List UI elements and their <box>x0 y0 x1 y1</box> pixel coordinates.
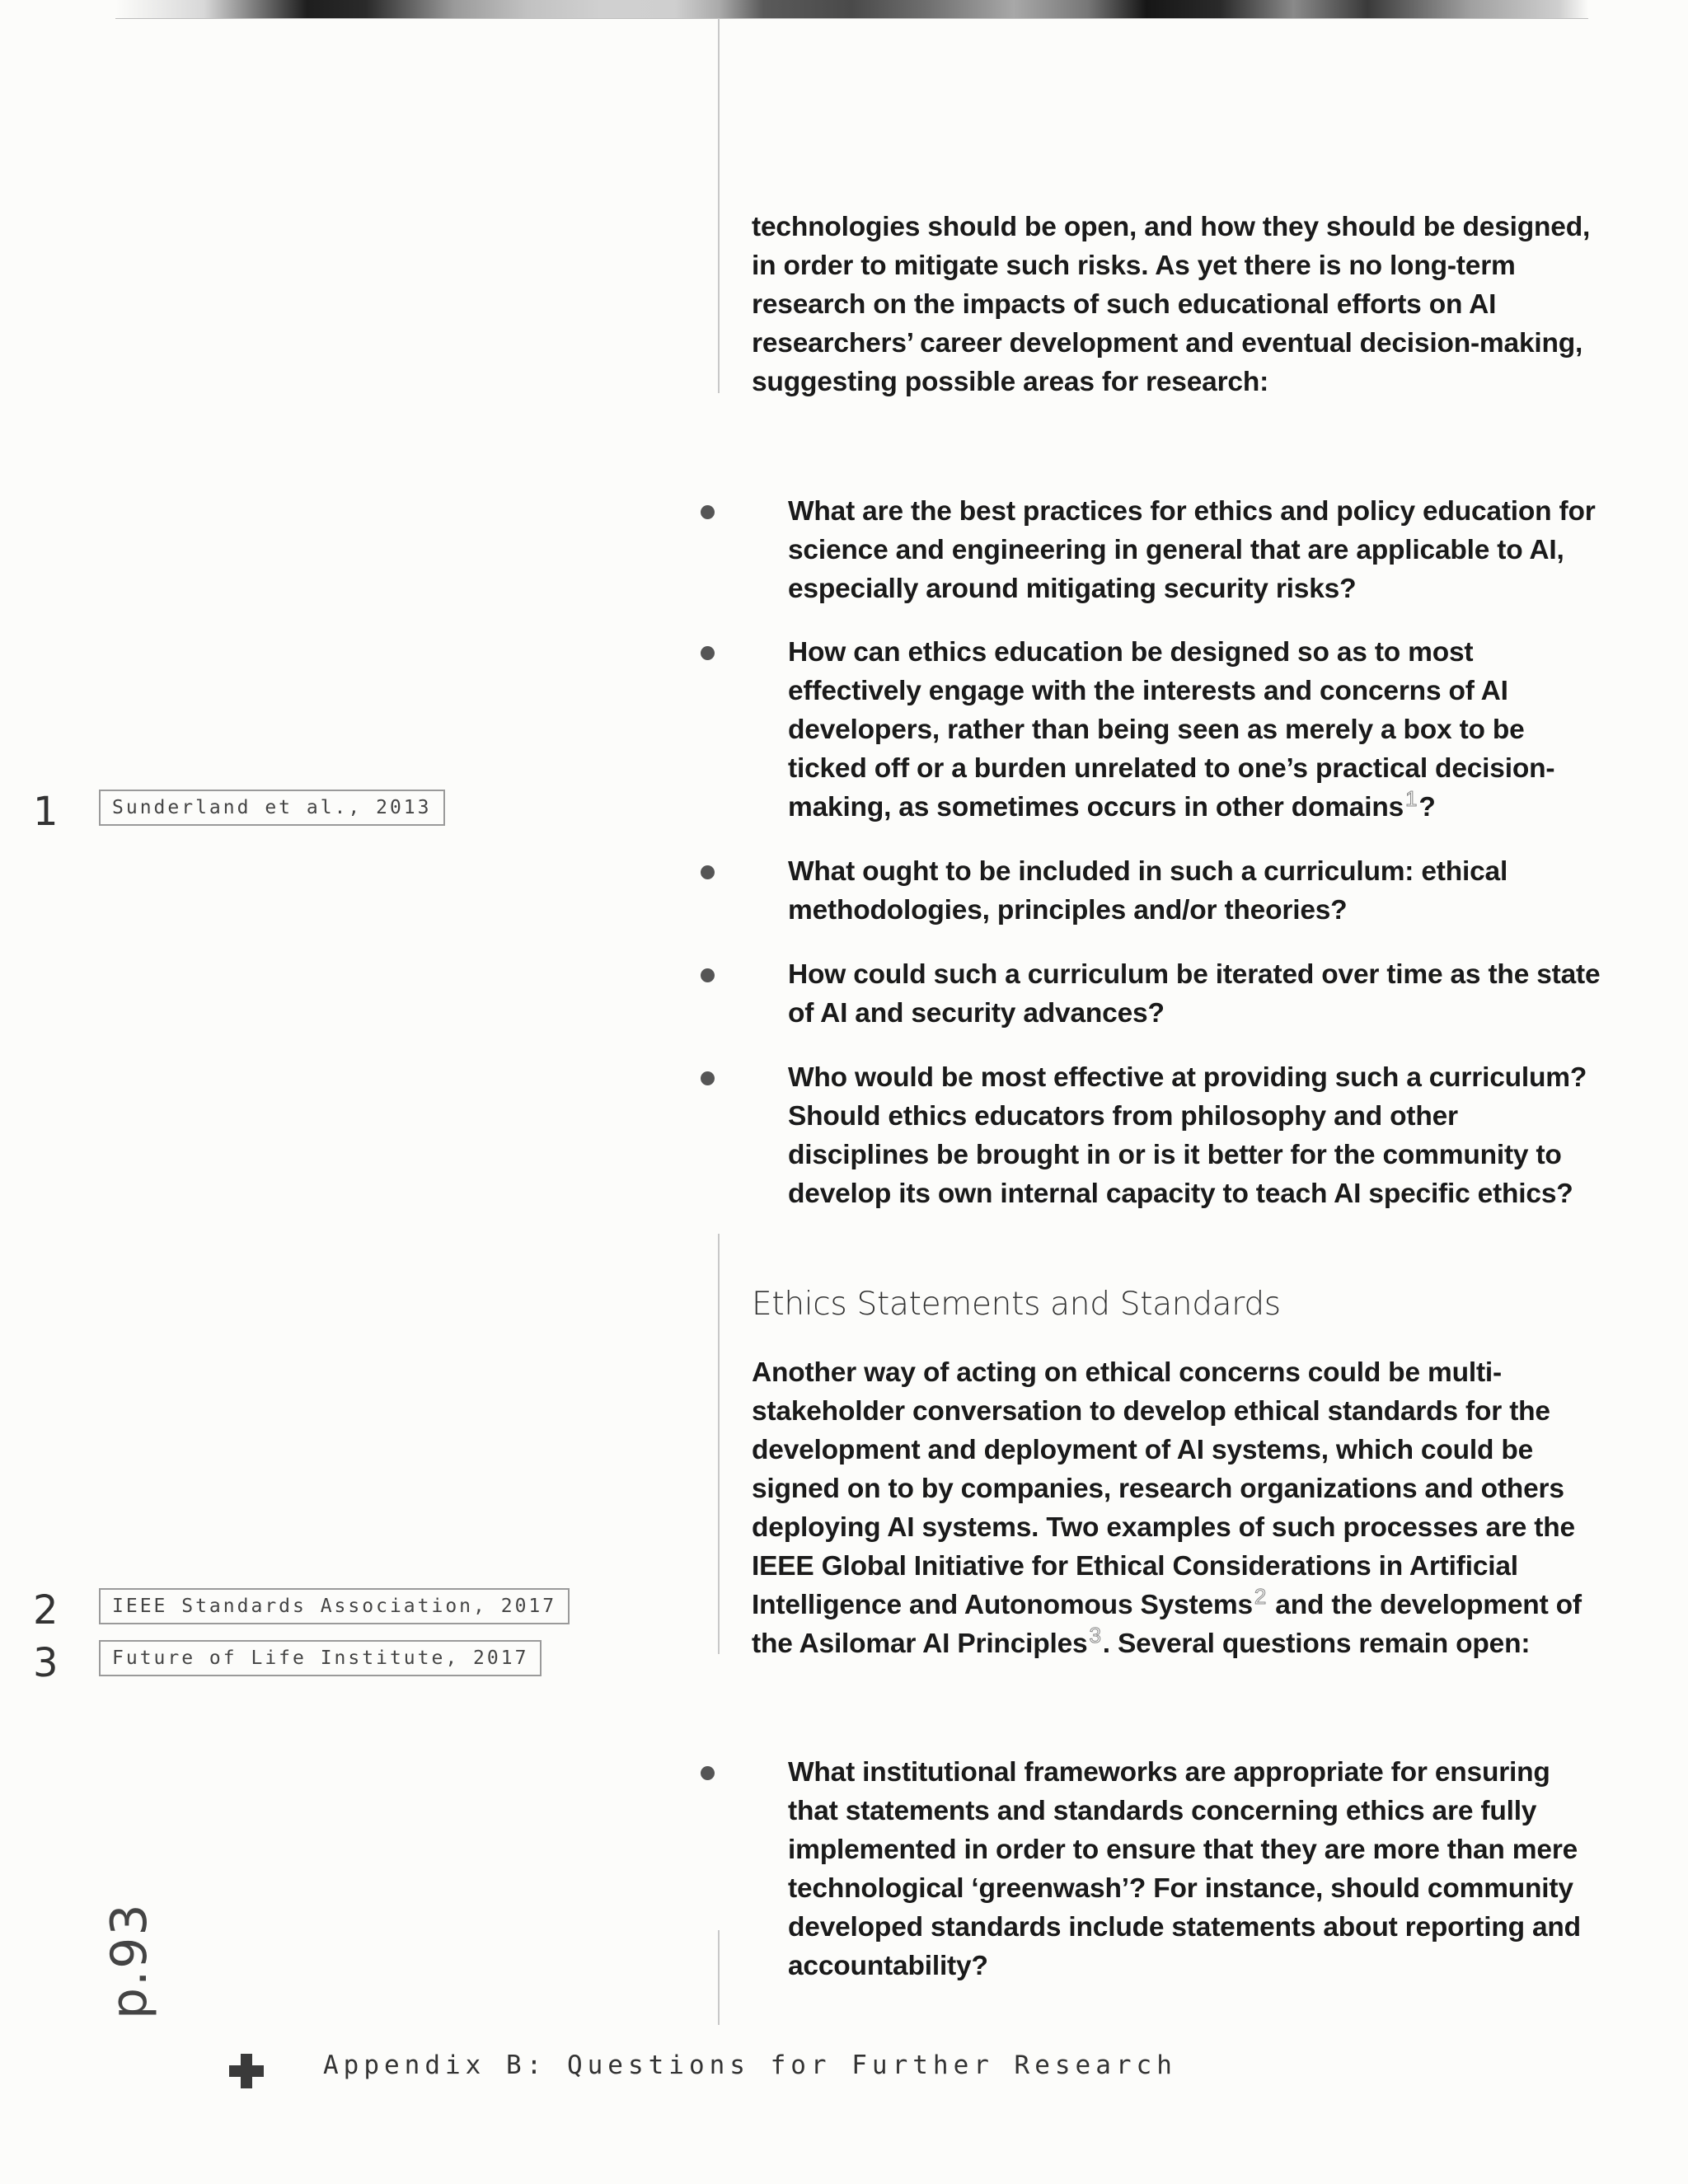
list-item <box>788 1753 1601 1985</box>
top-rule <box>115 18 1588 19</box>
footnote-marker: 3 <box>1089 1622 1101 1647</box>
bullet-dot-icon <box>701 968 715 982</box>
top-gradient-bar <box>115 0 1588 19</box>
footer-title: Appendix B: Questions for Further Research <box>323 2050 1177 2080</box>
footnote-number: 1 <box>33 789 59 835</box>
list-item-text-end: ? <box>1418 792 1436 823</box>
footnote-marker: 1 <box>1405 785 1418 811</box>
footnote-citation: Sunderland et al., 2013 <box>99 790 445 826</box>
bullet-dot-icon <box>701 865 715 879</box>
bullet-dot-icon <box>701 646 715 660</box>
paragraph-text: Another way of acting on ethical concerns could be multi-stakeholder conversation to develop ethical standards for the development and deployment of AI systems, which could be signed on to by companies, research organizations and others deploying AI systems. Two examples of such processes are the IEEE Global Initiative for Ethical Considerations in Artificial Intelligence and Autonomous Systems <box>752 1357 1575 1620</box>
footnote-citation: IEEE Standards Association, 2017 <box>99 1588 570 1624</box>
list-item-text: What ought to be included in such a curriculum: ethical methodologies, principles and/or theories? <box>788 856 1508 926</box>
paragraph-text: . Several questions remain open: <box>1102 1629 1531 1659</box>
list-item-text: How could such a curriculum be iterated over time as the state of AI and security advances? <box>788 959 1601 1029</box>
list-item <box>788 492 1601 608</box>
list-item <box>788 1058 1601 1213</box>
list-item <box>788 633 1601 827</box>
intro-paragraph: technologies should be open, and how they should be designed, in order to mitigate such risks. As yet there is no long-term research on the impacts of such educational efforts on AI researchers’ career development and eventual decision-making, suggesting possible areas for research: <box>752 212 1591 397</box>
page-number: p.93 <box>101 1902 158 2019</box>
column-rule-bottom <box>718 1930 720 2025</box>
list-item-text: Who would be most effective at providing such a curriculum? Should ethics educators from philosophy and other disciplines be brought in or is it better for the community to develop its own internal capacity to teach AI specific ethics? <box>788 1062 1587 1209</box>
footnote-marker: 2 <box>1254 1583 1267 1609</box>
standards-paragraph <box>752 1353 1601 1663</box>
list-item <box>788 955 1601 1033</box>
paragraph-text: and the development of the Asilomar AI Principles <box>752 1590 1582 1659</box>
footnote-number: 2 <box>33 1587 59 1633</box>
plus-icon <box>229 2054 264 2088</box>
list-item-text: How can ethics education be designed so as to most effectively engage with the interests and concerns of AI developers, rather than being seen as merely a box to be ticked off or a burden unrelated to one’s practical decision-making, as sometimes occurs in other domains <box>788 637 1555 823</box>
list-item <box>788 852 1601 930</box>
column-rule-top <box>718 18 720 393</box>
bullet-dot-icon <box>701 505 715 519</box>
bullet-dot-icon <box>701 1071 715 1085</box>
bullet-dot-icon <box>701 1766 715 1780</box>
column-rule-middle <box>718 1234 720 1654</box>
list-item-text: What are the best practices for ethics and policy education for science and engineering in general that are applicable to AI, especially around mitigating security risks? <box>788 496 1596 604</box>
footnote-citation: Future of Life Institute, 2017 <box>99 1640 542 1676</box>
section-heading: Ethics Statements and Standards <box>752 1286 1281 1323</box>
footnote-number: 3 <box>33 1640 59 1686</box>
list-item-text: What institutional frameworks are appropriate for ensuring that statements and standards concerning ethics are fully implemented in order to ensure that they are more than mere technological ‘greenwash’? For instance, should community developed standards include statements about reporting and accountability? <box>788 1757 1581 1981</box>
